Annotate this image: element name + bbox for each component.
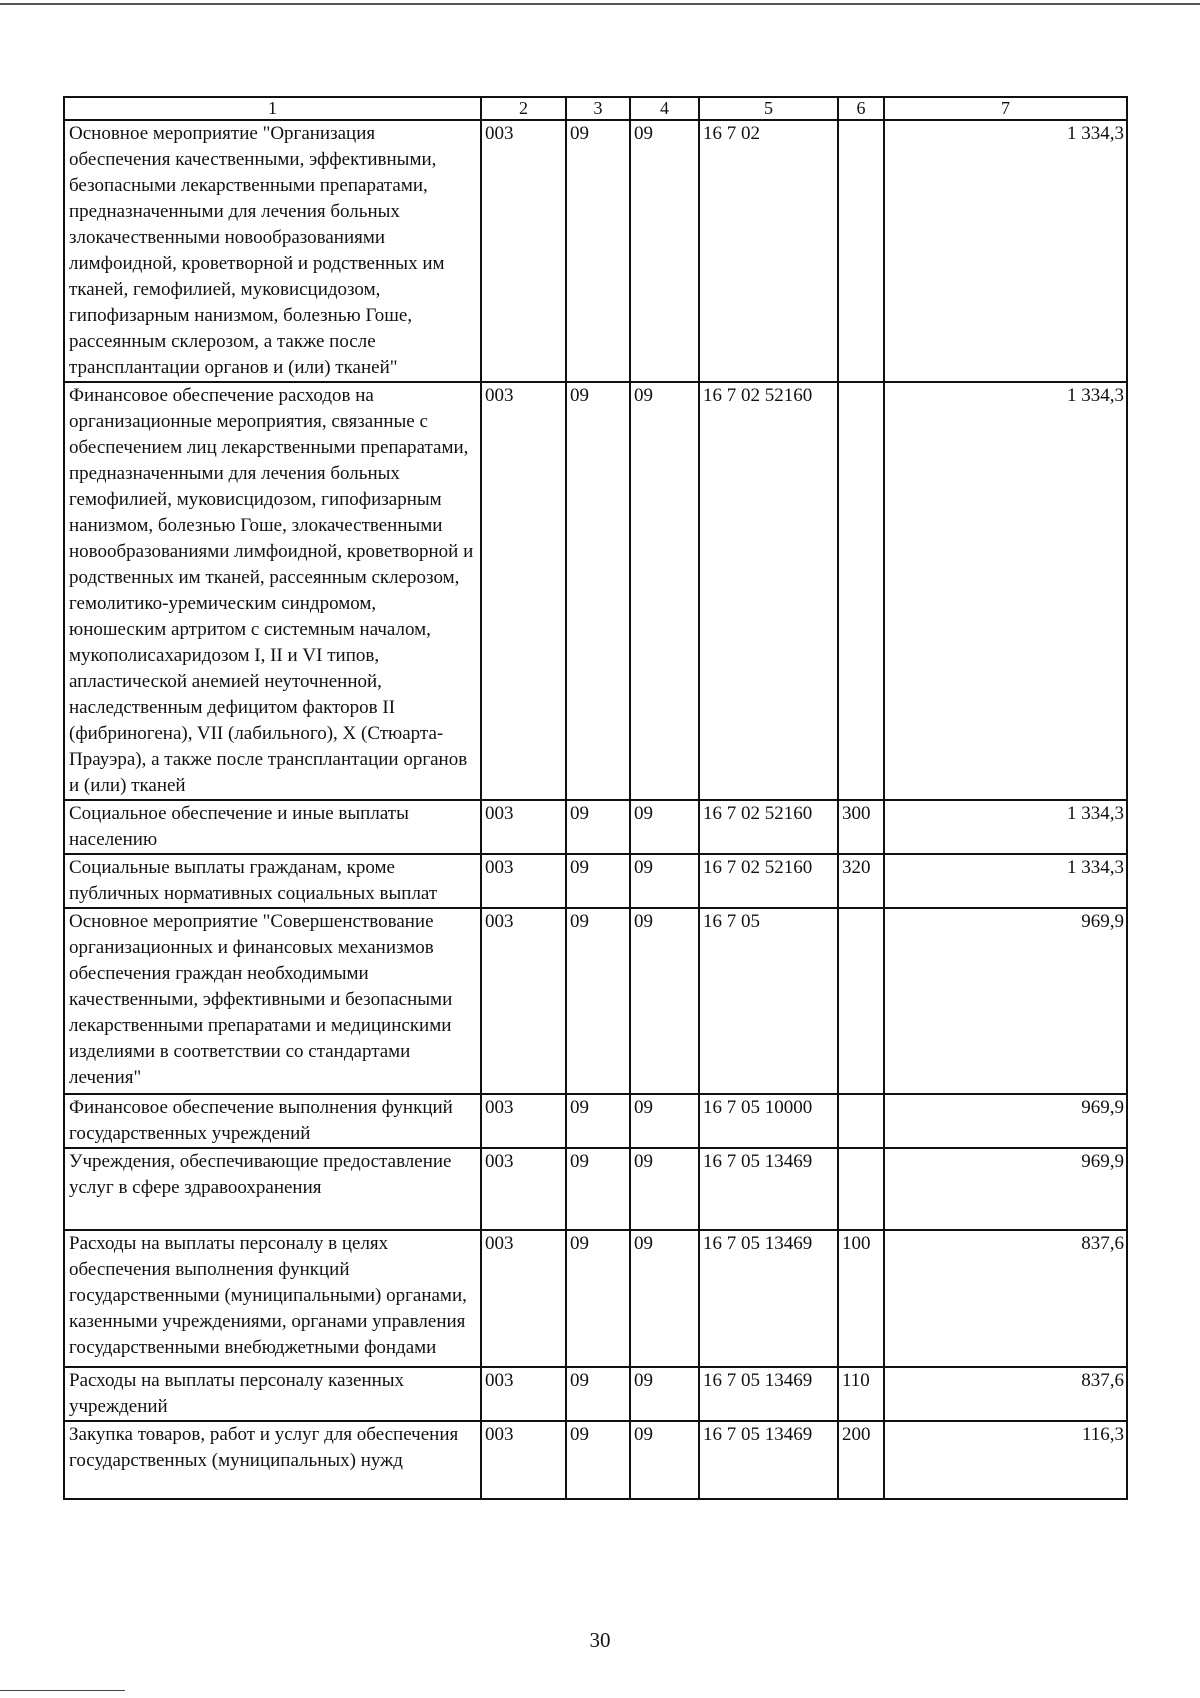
row-amount: 837,6 bbox=[884, 1367, 1127, 1421]
row-code-admin: 003 bbox=[481, 854, 566, 908]
table-row bbox=[64, 120, 1127, 382]
row-amount: 1 334,3 bbox=[884, 382, 1127, 800]
header-col-7: 7 bbox=[884, 97, 1127, 120]
row-code-expense-type bbox=[838, 382, 884, 800]
row-code-subsection: 09 bbox=[630, 908, 699, 1094]
row-code-admin: 003 bbox=[481, 120, 566, 382]
row-code-target: 16 7 05 bbox=[699, 908, 838, 1094]
row-code-section: 09 bbox=[566, 800, 630, 854]
row-code-expense-type: 200 bbox=[838, 1421, 884, 1499]
row-code-target: 16 7 02 bbox=[699, 120, 838, 382]
row-name: Основное мероприятие "Совершенствование организационных и финансовых механизмов обеспечения граждан необходимыми качественными, эффективными и безопасными лекарственными препаратами и медицинскими изделиями в соответствии со стандартами лечения" bbox=[64, 908, 481, 1094]
row-code-section: 09 bbox=[566, 854, 630, 908]
header-col-2: 2 bbox=[481, 97, 566, 120]
header-col-1: 1 bbox=[64, 97, 481, 120]
row-code-admin: 003 bbox=[481, 800, 566, 854]
row-amount: 837,6 bbox=[884, 1230, 1127, 1367]
row-name: Основное мероприятие "Организация обеспечения качественными, эффективными, безопасными лекарственными препаратами, предназначенными для лечения больных злокачественными новообразованиями лимфоидной, кроветворной и родственных им тканей, гемофилией, муковисцидозом, гипофизарным нанизмом, болезнью Гоше, рассеянным склерозом, а также после трансплантации органов и (или) тканей" bbox=[64, 120, 481, 382]
row-code-admin: 003 bbox=[481, 1230, 566, 1367]
row-code-admin: 003 bbox=[481, 1421, 566, 1499]
row-name: Социальные выплаты гражданам, кроме публичных нормативных социальных выплат bbox=[64, 854, 481, 908]
row-amount: 969,9 bbox=[884, 1094, 1127, 1148]
row-code-section: 09 bbox=[566, 1367, 630, 1421]
table-row bbox=[64, 908, 1127, 1094]
row-code-target: 16 7 05 10000 bbox=[699, 1094, 838, 1148]
row-code-target: 16 7 02 52160 bbox=[699, 382, 838, 800]
row-amount: 116,3 bbox=[884, 1421, 1127, 1499]
row-code-subsection: 09 bbox=[630, 854, 699, 908]
row-code-section: 09 bbox=[566, 120, 630, 382]
row-code-subsection: 09 bbox=[630, 1230, 699, 1367]
row-amount: 1 334,3 bbox=[884, 854, 1127, 908]
top-rule bbox=[0, 3, 1200, 5]
row-name: Финансовое обеспечение расходов на организационные мероприятия, связанные с обеспечением лиц лекарственными препаратами, предназначенными для лечения больных гемофилией, муковисцидозом, гипофизарным нанизмом, болезнью Гоше, злокачественными новообразованиями лимфоидной, кроветворной и родственных им тканей, рассеянным склерозом, гемолитико-уремическим синдромом, юношеским артритом с системным началом, мукополисахаридозом I, II и VI типов, апластической анемией неуточненной, наследственным дефицитом факторов II (фибриногена), VII (лабильного), X (Стюарта-Прауэра), а также после трансплантации органов и (или) тканей bbox=[64, 382, 481, 800]
row-name: Финансовое обеспечение выполнения функций государственных учреждений bbox=[64, 1094, 481, 1148]
row-code-subsection: 09 bbox=[630, 1094, 699, 1148]
row-code-target: 16 7 05 13469 bbox=[699, 1230, 838, 1367]
row-name: Социальное обеспечение и иные выплаты населению bbox=[64, 800, 481, 854]
row-code-target: 16 7 05 13469 bbox=[699, 1367, 838, 1421]
row-code-expense-type bbox=[838, 908, 884, 1094]
row-name: Учреждения, обеспечивающие предоставление услуг в сфере здравоохранения bbox=[64, 1148, 481, 1230]
row-code-section: 09 bbox=[566, 1421, 630, 1499]
row-code-subsection: 09 bbox=[630, 800, 699, 854]
row-code-admin: 003 bbox=[481, 908, 566, 1094]
row-amount: 1 334,3 bbox=[884, 800, 1127, 854]
row-code-admin: 003 bbox=[481, 1367, 566, 1421]
table-row bbox=[64, 1230, 1127, 1367]
row-code-target: 16 7 02 52160 bbox=[699, 854, 838, 908]
row-code-expense-type bbox=[838, 120, 884, 382]
budget-table bbox=[63, 96, 1128, 1500]
table-row bbox=[64, 800, 1127, 854]
row-code-subsection: 09 bbox=[630, 1367, 699, 1421]
row-code-expense-type: 110 bbox=[838, 1367, 884, 1421]
row-amount: 969,9 bbox=[884, 1148, 1127, 1230]
row-name: Закупка товаров, работ и услуг для обеспечения государственных (муниципальных) нужд bbox=[64, 1421, 481, 1499]
row-name: Расходы на выплаты персоналу в целях обеспечения выполнения функций государственными (муниципальными) органами, казенными учреждениями, органами управления государственными внебюджетными фондами bbox=[64, 1230, 481, 1367]
row-code-subsection: 09 bbox=[630, 1148, 699, 1230]
row-code-subsection: 09 bbox=[630, 1421, 699, 1499]
row-code-admin: 003 bbox=[481, 1148, 566, 1230]
row-code-target: 16 7 05 13469 bbox=[699, 1148, 838, 1230]
bottom-rule bbox=[0, 1690, 125, 1691]
header-col-6: 6 bbox=[838, 97, 884, 120]
header-col-3: 3 bbox=[566, 97, 630, 120]
table-row bbox=[64, 1367, 1127, 1421]
row-code-section: 09 bbox=[566, 1230, 630, 1367]
row-code-expense-type bbox=[838, 1094, 884, 1148]
row-code-expense-type: 320 bbox=[838, 854, 884, 908]
row-name: Расходы на выплаты персоналу казенных учреждений bbox=[64, 1367, 481, 1421]
table-row bbox=[64, 1148, 1127, 1230]
row-code-subsection: 09 bbox=[630, 382, 699, 800]
row-code-expense-type: 300 bbox=[838, 800, 884, 854]
row-amount: 969,9 bbox=[884, 908, 1127, 1094]
row-code-target: 16 7 02 52160 bbox=[699, 800, 838, 854]
row-code-admin: 003 bbox=[481, 382, 566, 800]
row-code-section: 09 bbox=[566, 1094, 630, 1148]
table-row bbox=[64, 382, 1127, 800]
row-amount: 1 334,3 bbox=[884, 120, 1127, 382]
row-code-expense-type bbox=[838, 1148, 884, 1230]
row-code-target: 16 7 05 13469 bbox=[699, 1421, 838, 1499]
row-code-section: 09 bbox=[566, 382, 630, 800]
row-code-section: 09 bbox=[566, 1148, 630, 1230]
row-code-subsection: 09 bbox=[630, 120, 699, 382]
row-code-section: 09 bbox=[566, 908, 630, 1094]
page-number: 30 bbox=[589, 1628, 611, 1652]
table-row bbox=[64, 1421, 1127, 1499]
header-col-4: 4 bbox=[630, 97, 699, 120]
table-row bbox=[64, 854, 1127, 908]
header-row bbox=[64, 97, 1127, 120]
header-col-5: 5 bbox=[699, 97, 838, 120]
row-code-expense-type: 100 bbox=[838, 1230, 884, 1367]
row-code-admin: 003 bbox=[481, 1094, 566, 1148]
table-row bbox=[64, 1094, 1127, 1148]
